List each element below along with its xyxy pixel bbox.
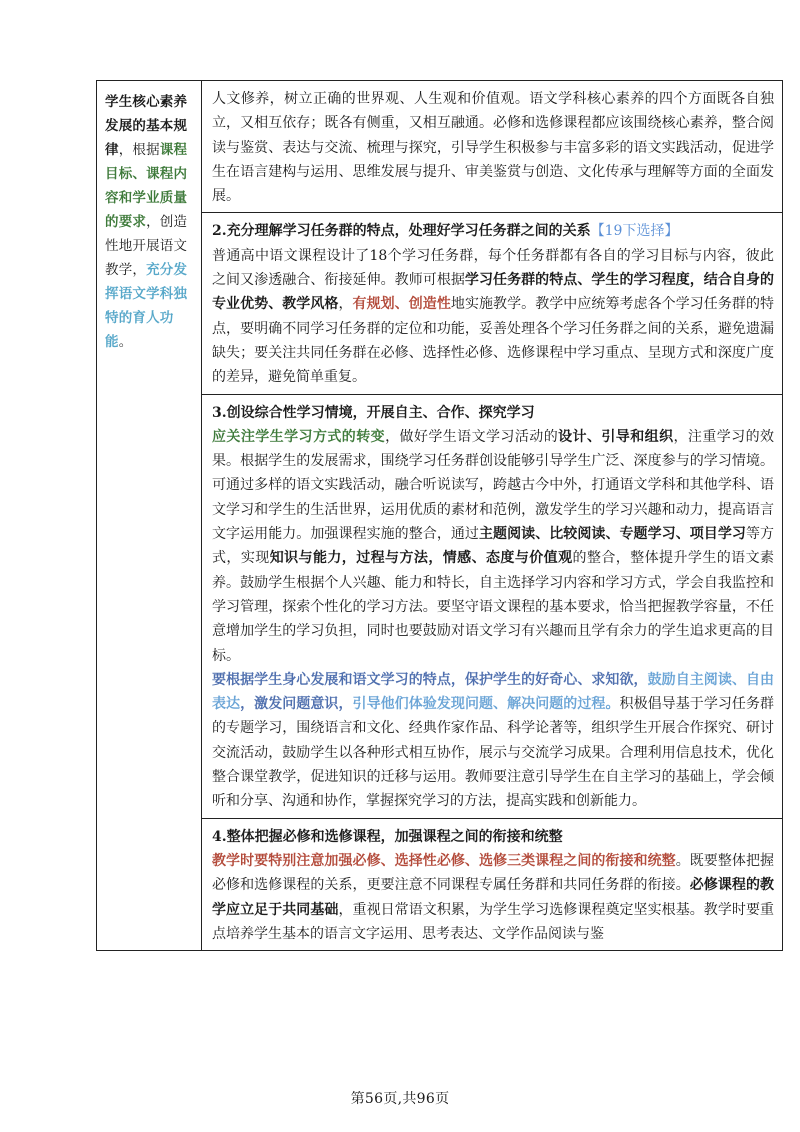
section-2-cell — [202, 213, 783, 394]
s2-bold-1: 学习任务群的特点、学生的学习程度，结合自身的专业优势、教学风格 — [212, 272, 774, 313]
s3-green-1: 应关注学生学习方式的转变 — [212, 428, 386, 445]
s2-text-3: 地实施教学。教学中应统筹考虑各个学习任务群的特点，要明确不同学习任务群的定位和功能，妥善处理各个学习任务群之间的关系，避免遗漏缺失；要关注共同任务群在必修、选择性必修、选修课程中学习重点、呈现方式和深度广度的差异，避免简单重复。 — [212, 296, 775, 386]
section-2-heading-line — [212, 219, 774, 243]
left-text-2: ，创造性地开展语文教学， — [105, 214, 188, 278]
s3-text-2: ，注重学习的效果。根据学生的发展需求，围绕学习任务群创设能够引导学生广泛、深度参与的学习情境。可通过多样的语文实践活动，融合听说读写，跨越古今中外，打通语文学科和其他学科、语文学习和学生的生活世界，运用优质的素材和范例，激发学生的学习兴趣和动力，提高语言文字运用能力。加强课程实施的整合，通过 — [212, 428, 775, 543]
section-1-paragraph — [202, 81, 782, 212]
s3-lightblue-1: 鼓励自主阅读、自由表达 — [212, 671, 775, 713]
s3-text-3: 等方式，实现 — [212, 526, 775, 567]
left-text-3: 。 — [118, 334, 133, 350]
s3-blue-1: 要根据学生身心发展和语文学习的特点，保护学生的好奇心、求知欲， — [212, 671, 648, 688]
s3-text-5: 积极倡导基于学习任务群的专题学习，围绕语言和文化、经典作家作品、科学论著等，组织学生开展合作探究、研讨交流活动，鼓励学生以各种形式相互协作，展示与交流学习成果。合理利用信息技术，优化整合课堂教学，促进知识的迁移与运用。教师要注意引导学生在自主学习的基础上，学会倾听和分享、沟通和协作，掌握探究学习的方法，提高实践和创新能力。 — [212, 696, 775, 810]
exam-reference-tag: 【19下选择】 — [590, 223, 679, 240]
s3-bold-1: 设计、引导和组织 — [558, 428, 674, 445]
section-4-content — [202, 819, 782, 950]
s2-text-1: 普通高中语文课程设计了18个学习任务群，每个任务群都有各自的学习目标与内容，彼此之间又渗透融合、衔接延伸。教师可根据 — [212, 247, 774, 289]
s3-text-4: 的整合，整体提升学生的语文素养。鼓励学生根据个人兴趣、能力和特长，自主选择学习内容和学习方式，学会自我监控和学习管理，探索个性化的学习方法。要坚守语文课程的基本要求，恰当把握教学容量，不任意增加学生的学习负担，同时也要鼓励对语文学习有兴趣而且学有余力的学生追求更高的目标。 — [212, 550, 775, 664]
s3-bold-2: 主题阅读、比较阅读、专题学习、项目学习 — [478, 526, 746, 543]
content-table — [96, 80, 783, 951]
section-4-heading: 4.整体把握必修和选修课程，加强课程之间的衔接和统整 — [212, 828, 563, 845]
section-3-cell — [202, 394, 783, 818]
s2-text-2: ， — [338, 296, 353, 313]
section-4-paragraph — [212, 849, 774, 946]
page-number-footer: 第56页,共96页 — [350, 1091, 450, 1107]
section-4-cell — [202, 818, 783, 950]
left-green-phrase: 课程目标、课程内容和学业质量的要求 — [105, 142, 188, 230]
section-1-cell — [202, 81, 783, 213]
s3-blue-2: ，激发问题意识， — [240, 696, 353, 713]
left-blue-phrase: 充分发挥语文学科独特的育人功能 — [105, 262, 188, 350]
left-bold-phrase: 学生核心素养发展的基本规律 — [105, 94, 188, 158]
left-column-text — [97, 81, 201, 354]
s4-bold-1: 必修课程的教学应立足于共同基础 — [212, 877, 775, 918]
section-2-heading: 2.充分理解学习任务群的特点，处理好学习任务群之间的关系 — [212, 223, 591, 240]
s3-lightblue-2: 引导他们体验发现问题、解决问题的过程。 — [352, 696, 620, 713]
section-2-paragraph — [212, 244, 774, 390]
s3-text-1: ，做好学生语文学习活动的 — [385, 428, 559, 445]
section-3-paragraph-1 — [212, 425, 774, 668]
section-3-paragraph-2 — [212, 668, 774, 814]
section-1-text: 人文修养，树立正确的世界观、人生观和价值观。语文学科核心素养的四个方面既各自独立，又相互依存；既各有侧重，又相互融通。必修和选修课程都应该围绕核心素养，整合阅读与鉴赏、表达与交流、梳理与探究，引导学生积极参与丰富多彩的语文实践活动，促进学生在语言建构与运用、思维发展与提升、审美鉴赏与创造、文化传承与理解等方面的全面发展。 — [212, 91, 774, 205]
section-3-heading: 3.创设综合性学习情境，开展自主、合作、探究学习 — [212, 404, 535, 421]
s4-text-1: 。既要整体把握必修和选修课程的关系，更要注意不同课程专属任务群和共同任务群的衔接。 — [212, 852, 775, 894]
s4-red-1: 教学时要特别注意加强必修、选择性必修、选修三类课程之间的衔接和统整 — [212, 852, 676, 869]
left-column-cell — [97, 81, 202, 951]
s2-red-1: 有规划、创造性 — [352, 296, 451, 313]
section-3-content — [202, 395, 782, 818]
section-2-content — [202, 213, 782, 393]
s3-bold-3: 知识与能力，过程与方法，情感、态度与价值观 — [269, 550, 573, 567]
left-text-1: ，根据 — [118, 142, 160, 158]
s4-text-2: ，重视日常语文积累，为学生学习选修课程奠定坚实根基。教学时要重点培养学生基本的语言文字运用、思考表达、文学作品阅读与鉴 — [212, 901, 775, 942]
